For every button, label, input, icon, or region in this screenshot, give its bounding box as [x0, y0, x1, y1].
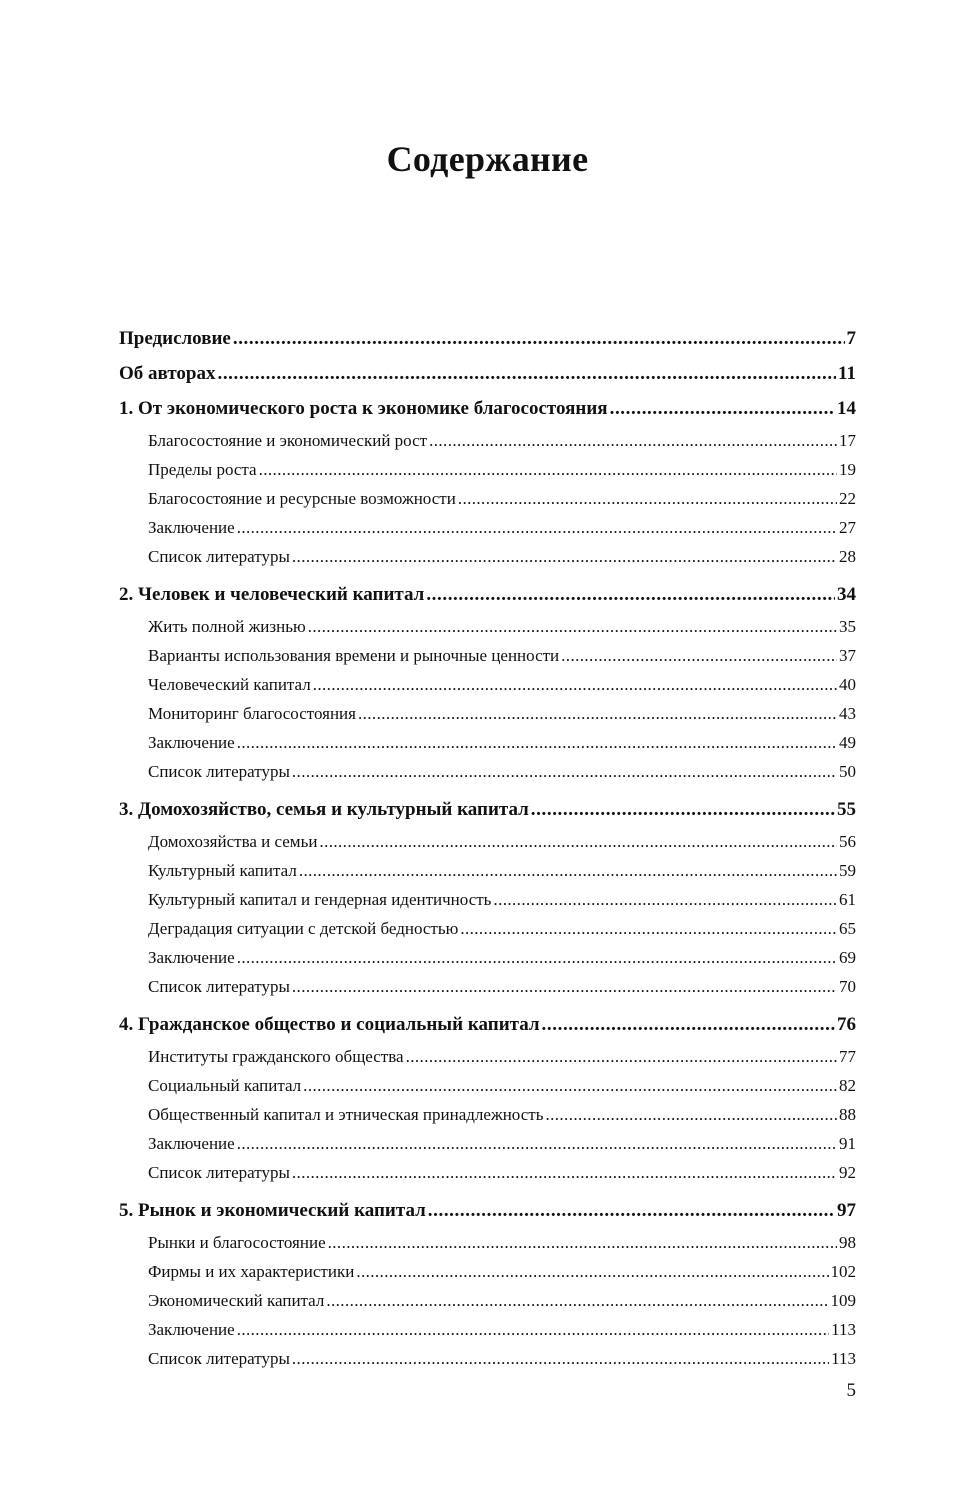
toc-leader — [458, 484, 837, 513]
toc-subentry-label: Жить полной жизнью — [148, 617, 306, 636]
toc-subentry-label: Список литературы — [148, 547, 290, 566]
toc-chapter-label: 3. Домохозяйство, семья и культурный капитал — [119, 799, 529, 820]
toc-leader — [237, 943, 837, 972]
toc-subentry[interactable] — [119, 1315, 856, 1344]
toc-chapter-page: 55 — [837, 799, 856, 820]
toc-subentry[interactable] — [119, 856, 856, 885]
toc-chapter-page: 76 — [837, 1014, 856, 1035]
toc-subentry-page: 77 — [839, 1047, 856, 1066]
toc-subentry[interactable] — [119, 728, 856, 757]
toc-leader — [531, 792, 835, 827]
toc-chapter-label: 2. Человек и человеческий капитал — [119, 584, 425, 605]
toc-subentry-page: 22 — [839, 489, 856, 508]
toc-chapter-2[interactable] — [119, 577, 856, 612]
toc-leader — [292, 1344, 829, 1373]
toc-chapter-label: 1. От экономического роста к экономике благосостояния — [119, 398, 608, 419]
toc-entry-label: Предисловие — [119, 328, 231, 349]
toc-subentry-label: Список литературы — [148, 1349, 290, 1368]
toc-subentry-label: Культурный капитал — [148, 861, 297, 880]
toc-leader — [326, 1286, 828, 1315]
toc-subentry-page: 102 — [830, 1262, 856, 1281]
toc-subentry-label: Экономический капитал — [148, 1291, 325, 1310]
toc-subentry-label: Заключение — [148, 733, 235, 752]
toc-subentry-page: 98 — [839, 1233, 856, 1252]
toc-subentry[interactable] — [119, 943, 856, 972]
toc-subentry-page: 91 — [839, 1134, 856, 1153]
toc-chapter-label: 4. Гражданское общество и социальный капитал — [119, 1014, 540, 1035]
toc-subentry-label: Человеческий капитал — [148, 675, 311, 694]
toc-subentry-page: 65 — [839, 919, 856, 938]
toc-leader — [299, 856, 837, 885]
toc-leader — [313, 670, 837, 699]
toc-leader — [429, 426, 837, 455]
toc-subentry-page: 109 — [830, 1291, 856, 1310]
toc-chapter-5[interactable] — [119, 1193, 856, 1228]
page-title: Содержание — [386, 139, 589, 179]
toc-subentry-page: 50 — [839, 762, 856, 781]
toc-subentry[interactable] — [119, 827, 856, 856]
toc-subentry-label: Список литературы — [148, 762, 290, 781]
toc-subentry-label: Заключение — [148, 948, 235, 967]
toc-leader — [292, 1158, 837, 1187]
toc-subentry[interactable] — [119, 1100, 856, 1129]
toc-subentry[interactable] — [119, 885, 856, 914]
toc-subentry-label: Варианты использования времени и рыночные ценности — [148, 646, 560, 665]
toc-subentry[interactable] — [119, 484, 856, 513]
toc-subentry-label: Деградация ситуации с детской бедностью — [148, 919, 459, 938]
toc-leader — [237, 513, 837, 542]
toc-leader — [233, 321, 845, 356]
toc-leader — [426, 577, 835, 612]
toc-leader — [406, 1042, 837, 1071]
toc-leader — [561, 641, 837, 670]
toc-subentry-page: 19 — [839, 460, 856, 479]
toc-subentry[interactable] — [119, 1286, 856, 1315]
toc-leader — [237, 728, 837, 757]
toc-subentry-label: Мониторинг благосостояния — [148, 704, 356, 723]
toc-subentry[interactable] — [119, 426, 856, 455]
toc-entry-page: 7 — [846, 328, 856, 349]
toc-subentry[interactable] — [119, 612, 856, 641]
toc-subentry-page: 37 — [839, 646, 856, 665]
toc-subentry[interactable] — [119, 757, 856, 786]
toc-leader — [358, 699, 837, 728]
toc-subentry[interactable] — [119, 1071, 856, 1100]
toc-subentry-label: Социальный капитал — [148, 1076, 302, 1095]
toc-subentry-label: Культурный капитал и гендерная идентичность — [148, 890, 492, 909]
toc-subentry[interactable] — [119, 1129, 856, 1158]
toc-subentry[interactable] — [119, 670, 856, 699]
toc-subentry-page: 35 — [839, 617, 856, 636]
toc-leader — [328, 1228, 837, 1257]
toc-subentry-page: 69 — [839, 948, 856, 967]
toc-subentry[interactable] — [119, 1228, 856, 1257]
toc-subentry[interactable] — [119, 641, 856, 670]
toc-chapter-3[interactable] — [119, 792, 856, 827]
toc-leader — [545, 1100, 837, 1129]
toc-leader — [292, 972, 837, 1001]
toc-entry-page: 11 — [838, 363, 856, 384]
toc-leader — [237, 1315, 829, 1344]
toc-subentry-label: Заключение — [148, 1134, 235, 1153]
table-of-contents — [119, 321, 856, 1373]
toc-subentry-label: Список литературы — [148, 977, 290, 996]
toc-subentry[interactable] — [119, 699, 856, 728]
toc-subentry-page: 88 — [839, 1105, 856, 1124]
toc-chapter-4[interactable] — [119, 1007, 856, 1042]
toc-leader — [428, 1193, 835, 1228]
toc-subentry[interactable] — [119, 1042, 856, 1071]
toc-leader — [308, 612, 837, 641]
toc-subentry-label: Рынки и благосостояние — [148, 1233, 326, 1252]
toc-subentry-page: 113 — [831, 1349, 856, 1368]
toc-leader — [319, 827, 837, 856]
toc-subentry-page: 92 — [839, 1163, 856, 1182]
toc-chapter-label: 5. Рынок и экономический капитал — [119, 1200, 426, 1221]
toc-subentry[interactable] — [119, 542, 856, 571]
toc-subentry-label: Институты гражданского общества — [148, 1047, 404, 1066]
toc-subentry-page: 43 — [839, 704, 856, 723]
toc-subentry-page: 40 — [839, 675, 856, 694]
toc-subentry-page: 27 — [839, 518, 856, 537]
toc-leader — [303, 1071, 837, 1100]
toc-subentry-label: Заключение — [148, 1320, 235, 1339]
toc-entry-label: Об авторах — [119, 363, 216, 384]
toc-leader — [542, 1007, 835, 1042]
toc-leader — [356, 1257, 828, 1286]
toc-subentry[interactable] — [119, 1257, 856, 1286]
toc-leader — [217, 356, 836, 391]
toc-subentry-page: 49 — [839, 733, 856, 752]
toc-subentry-page: 59 — [839, 861, 856, 880]
toc-entry-authors[interactable] — [119, 356, 856, 391]
toc-leader — [292, 757, 837, 786]
toc-subentry[interactable] — [119, 972, 856, 1001]
toc-subentry-label: Общественный капитал и этническая принадлежность — [148, 1105, 544, 1124]
toc-subentry-page: 17 — [839, 431, 856, 450]
toc-chapter-1[interactable] — [119, 391, 856, 426]
toc-subentry-page: 56 — [839, 832, 856, 851]
page-number: 5 — [846, 1380, 856, 1401]
toc-chapter-page: 34 — [837, 584, 856, 605]
toc-subentry-label: Домохозяйства и семьи — [148, 832, 318, 851]
toc-subentry-label: Список литературы — [148, 1163, 290, 1182]
toc-subentry[interactable] — [119, 455, 856, 484]
toc-leader — [259, 455, 837, 484]
toc-subentry[interactable] — [119, 1158, 856, 1187]
toc-subentry-page: 113 — [831, 1320, 856, 1339]
toc-leader — [237, 1129, 837, 1158]
toc-leader — [292, 542, 837, 571]
toc-subentry-page: 70 — [839, 977, 856, 996]
toc-subentry-label: Благосостояние и ресурсные возможности — [148, 489, 456, 508]
toc-subentry-page: 28 — [839, 547, 856, 566]
toc-subentry-label: Заключение — [148, 518, 235, 537]
toc-chapter-page: 97 — [837, 1200, 856, 1221]
toc-subentry-label: Фирмы и их характеристики — [148, 1262, 355, 1281]
toc-subentry-label: Пределы роста — [148, 460, 257, 479]
toc-leader — [610, 391, 835, 426]
toc-subentry-label: Благосостояние и экономический рост — [148, 431, 428, 450]
toc-subentry[interactable] — [119, 914, 856, 943]
toc-entry-preface[interactable] — [119, 321, 856, 356]
toc-subentry-page: 82 — [839, 1076, 856, 1095]
toc-subentry-page: 61 — [839, 890, 856, 909]
toc-leader — [460, 914, 837, 943]
toc-leader — [493, 885, 837, 914]
toc-chapter-page: 14 — [837, 398, 856, 419]
toc-subentry[interactable] — [119, 513, 856, 542]
toc-subentry[interactable] — [119, 1344, 856, 1373]
